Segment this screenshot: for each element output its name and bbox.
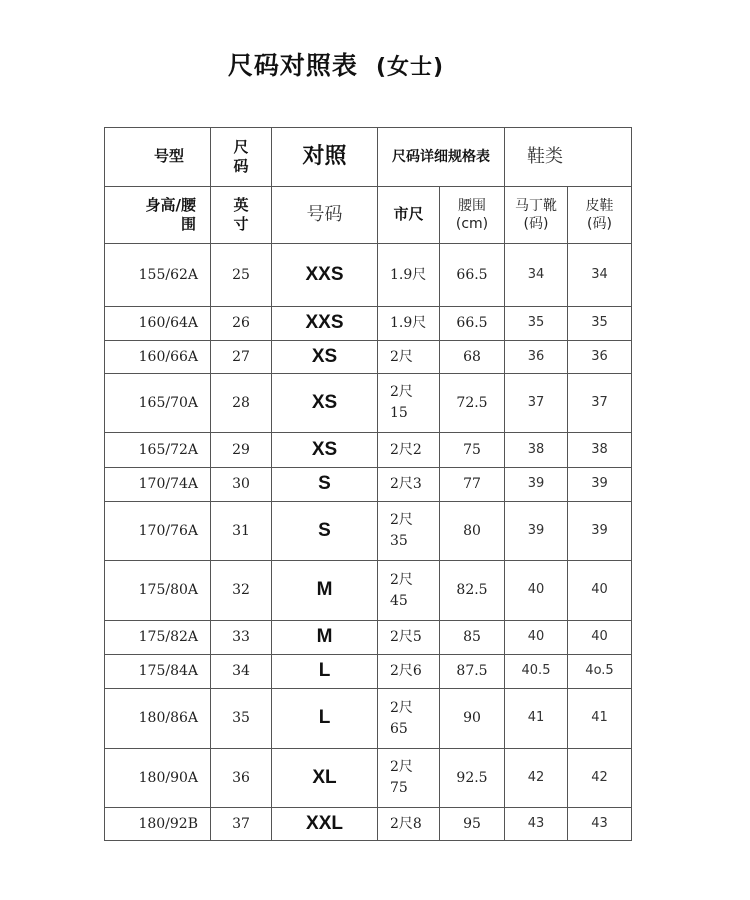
cell-leather-shoe: 40: [568, 621, 632, 655]
header-size: 号码: [272, 187, 378, 244]
table-row: [105, 808, 632, 841]
cell-inch: 35: [211, 689, 272, 749]
table-row: [105, 502, 632, 561]
cell-leather-shoe: 35: [568, 307, 632, 341]
cell-leather-shoe: 40: [568, 561, 632, 621]
cell-inch: 29: [211, 433, 272, 468]
cell-waist: 90: [440, 689, 505, 749]
cell-leather-shoe: 38: [568, 433, 632, 468]
cell-size: L: [272, 689, 378, 749]
cell-martin-boot: 35: [505, 307, 568, 341]
header-shichi: 市尺: [378, 187, 440, 244]
header-height-waist: 身高/腰 围: [105, 187, 211, 244]
cell-size: M: [272, 561, 378, 621]
cell-martin-boot: 40: [505, 621, 568, 655]
cell-size: S: [272, 468, 378, 502]
cell-inch: 30: [211, 468, 272, 502]
cell-leather-shoe: 4o.5: [568, 655, 632, 689]
header-inch: 英 寸: [211, 187, 272, 244]
cell-height-waist: 170/76A: [105, 502, 211, 561]
cell-leather-shoe: 34: [568, 244, 632, 307]
cell-leather-shoe: 39: [568, 468, 632, 502]
cell-waist: 95: [440, 808, 505, 841]
table-row: [105, 244, 632, 307]
cell-leather-shoe: 42: [568, 749, 632, 808]
table-row: [105, 307, 632, 341]
cell-leather-shoe: 37: [568, 374, 632, 433]
cell-waist: 75: [440, 433, 505, 468]
cell-waist: 85: [440, 621, 505, 655]
header-shoes: 鞋类: [505, 128, 632, 187]
cell-size: S: [272, 502, 378, 561]
title-text: 尺码对照表: [227, 51, 358, 80]
cell-waist: 66.5: [440, 307, 505, 341]
table-row: [105, 433, 632, 468]
cell-height-waist: 165/70A: [105, 374, 211, 433]
cell-waist: 68: [440, 341, 505, 374]
cell-size: XXS: [272, 244, 378, 307]
cell-shichi: 2尺8: [378, 808, 440, 841]
table-row: [105, 374, 632, 433]
cell-shichi: 2尺: [378, 341, 440, 374]
cell-shichi: 1.9尺: [378, 307, 440, 341]
cell-inch: 28: [211, 374, 272, 433]
cell-leather-shoe: 39: [568, 502, 632, 561]
title-suffix: (女士): [375, 55, 445, 80]
cell-inch: 36: [211, 749, 272, 808]
header-row-1: [105, 128, 632, 187]
cell-height-waist: 175/82A: [105, 621, 211, 655]
cell-martin-boot: 38: [505, 433, 568, 468]
size-chart-table: [104, 127, 632, 841]
cell-shichi: 2尺6: [378, 655, 440, 689]
cell-inch: 32: [211, 561, 272, 621]
cell-waist: 72.5: [440, 374, 505, 433]
table-row: [105, 621, 632, 655]
cell-waist: 77: [440, 468, 505, 502]
cell-waist: 80: [440, 502, 505, 561]
cell-height-waist: 180/90A: [105, 749, 211, 808]
table-row: [105, 655, 632, 689]
cell-shichi: 2尺3: [378, 468, 440, 502]
cell-inch: 34: [211, 655, 272, 689]
header-waist: 腰围 (cm): [440, 187, 505, 244]
cell-size: XS: [272, 433, 378, 468]
header-size-type: 号型: [105, 128, 211, 187]
cell-height-waist: 170/74A: [105, 468, 211, 502]
table-row: [105, 561, 632, 621]
cell-height-waist: 160/66A: [105, 341, 211, 374]
cell-leather-shoe: 36: [568, 341, 632, 374]
cell-waist: 92.5: [440, 749, 505, 808]
cell-inch: 25: [211, 244, 272, 307]
cell-shichi: 2尺5: [378, 621, 440, 655]
cell-martin-boot: 40.5: [505, 655, 568, 689]
cell-height-waist: 180/92B: [105, 808, 211, 841]
cell-height-waist: 155/62A: [105, 244, 211, 307]
cell-martin-boot: 39: [505, 468, 568, 502]
cell-martin-boot: 36: [505, 341, 568, 374]
cell-inch: 33: [211, 621, 272, 655]
cell-martin-boot: 42: [505, 749, 568, 808]
cell-height-waist: 165/72A: [105, 433, 211, 468]
cell-inch: 37: [211, 808, 272, 841]
cell-shichi: 1.9尺: [378, 244, 440, 307]
header-chi-ma: 尺 码: [211, 128, 272, 187]
cell-shichi: 2尺 45: [378, 561, 440, 621]
table-row: [105, 468, 632, 502]
table-row: [105, 689, 632, 749]
table-row: [105, 341, 632, 374]
cell-waist: 87.5: [440, 655, 505, 689]
page-title: [0, 46, 672, 82]
cell-shichi: 2尺2: [378, 433, 440, 468]
header-martin: 马丁靴 (码): [505, 187, 568, 244]
cell-height-waist: 175/84A: [105, 655, 211, 689]
cell-leather-shoe: 41: [568, 689, 632, 749]
header-duizhao: 对照: [272, 128, 378, 187]
cell-waist: 82.5: [440, 561, 505, 621]
cell-inch: 27: [211, 341, 272, 374]
cell-shichi: 2尺 35: [378, 502, 440, 561]
cell-martin-boot: 34: [505, 244, 568, 307]
header-leather: 皮鞋 (码): [568, 187, 632, 244]
cell-martin-boot: 37: [505, 374, 568, 433]
cell-martin-boot: 39: [505, 502, 568, 561]
cell-height-waist: 180/86A: [105, 689, 211, 749]
cell-inch: 26: [211, 307, 272, 341]
table-row: [105, 749, 632, 808]
cell-shichi: 2尺 75: [378, 749, 440, 808]
cell-size: XXL: [272, 808, 378, 841]
cell-shichi: 2尺 65: [378, 689, 440, 749]
cell-size: XS: [272, 341, 378, 374]
cell-shichi: 2尺 15: [378, 374, 440, 433]
cell-size: L: [272, 655, 378, 689]
cell-height-waist: 175/80A: [105, 561, 211, 621]
header-spec: 尺码详细规格表: [378, 128, 505, 187]
cell-waist: 66.5: [440, 244, 505, 307]
cell-inch: 31: [211, 502, 272, 561]
cell-martin-boot: 40: [505, 561, 568, 621]
cell-martin-boot: 41: [505, 689, 568, 749]
cell-size: XL: [272, 749, 378, 808]
cell-size: M: [272, 621, 378, 655]
cell-size: XXS: [272, 307, 378, 341]
header-row-2: [105, 187, 632, 244]
cell-martin-boot: 43: [505, 808, 568, 841]
cell-height-waist: 160/64A: [105, 307, 211, 341]
cell-size: XS: [272, 374, 378, 433]
cell-leather-shoe: 43: [568, 808, 632, 841]
